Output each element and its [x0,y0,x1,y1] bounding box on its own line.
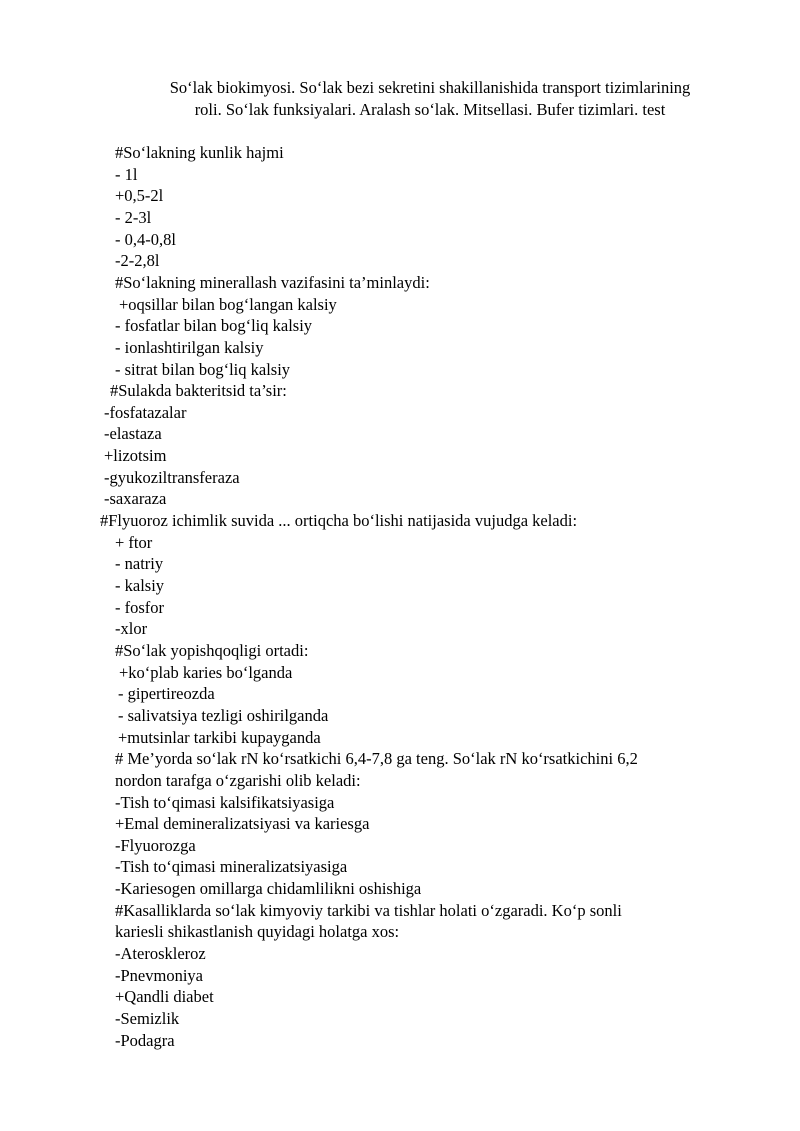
answer-option: + ftor [115,532,153,552]
answer-option: +Emal demineralizatsiyasi va kariesga [115,814,370,834]
answer-option: kariesli shikastlanish quyidagi holatga xos: [115,922,400,942]
answer-option: -elastaza [104,424,162,444]
answer-option: nordon tarafga o‘zgarishi olib keladi: [115,770,361,790]
answer-option: -saxaraza [104,489,167,509]
answer-option: -Kariesogen omillarga chidamlilikni oshishiga [115,879,422,899]
question-text: #So‘lakning kunlik hajmi [115,143,284,162]
answer-option: - ionlashtirilgan kalsiy [115,337,264,357]
answer-option: -Semizlik [115,1009,180,1028]
answer-option: +ko‘plab karies bo‘lganda [119,662,293,682]
answer-option: - 0,4-0,8l [115,229,176,249]
answer-option: - salivatsiya tezligi oshirilganda [118,705,329,725]
answer-option: -Flyuorozga [115,835,196,855]
question-text: #So‘lakning minerallash vazifasini ta’minlaydi: [115,272,430,292]
answer-option: +Qandli diabet [115,987,214,1007]
answer-option: - fosfor [115,597,165,617]
answer-option: - natriy [115,554,164,574]
question-text: #Kasalliklarda so‘lak kimyoviy tarkibi va tishlar holati o‘zgaradi. Ko‘p sonli [115,900,622,920]
title-line-1: So‘lak biokimyosi. So‘lak bezi sekretini shakillanishida transport tizimlarining [169,78,691,97]
question-text: #Sulakda bakteritsid ta’sir: [110,381,287,401]
answer-option: -Tish to‘qimasi mineralizatsiyasiga [115,857,348,877]
answer-option: +oqsillar bilan bog‘langan kalsiy [119,294,337,314]
answer-option: - kalsiy [115,576,165,595]
title-line-2: roli. So‘lak funksiyalari. Aralash so‘lak. Mitsellasi. Bufer tizimlari. test [194,100,666,119]
answer-option: -Pnevmoniya [115,965,203,985]
answer-option: -fosfatazalar [104,402,187,422]
answer-option: - sitrat bilan bog‘liq kalsiy [115,359,291,379]
question-text: # Me’yorda so‘lak rN ko‘rsatkichi 6,4-7,8 ga teng. So‘lak rN ko‘rsatkichini 6,2 [115,749,638,769]
answer-option: - 1l [115,164,138,184]
answer-option: -Podagra [115,1030,175,1050]
answer-option: -Ateroskleroz [115,944,206,964]
question-text: #Flyuoroz ichimlik suvida ... ortiqcha bo‘lishi natijasida vujudga keladi: [100,511,578,531]
answer-option: -xlor [115,619,148,639]
answer-option: - gipertireozda [118,684,215,704]
answer-option: +lizotsim [104,446,167,466]
answer-option: -gyukoziltransferaza [104,467,240,487]
question-text: #So‘lak yopishqoqligi ortadi: [115,640,309,660]
answer-option: - fosfatlar bilan bog‘liq kalsiy [115,316,313,336]
answer-option: -2-2,8l [115,251,160,271]
document-title [110,77,750,121]
answer-option: - 2-3l [115,207,152,227]
answer-option: +mutsinlar tarkibi kupayganda [118,727,321,747]
answer-option: -Tish to‘qimasi kalsifikatsiyasiga [115,792,335,812]
answer-option: +0,5-2l [115,186,164,206]
